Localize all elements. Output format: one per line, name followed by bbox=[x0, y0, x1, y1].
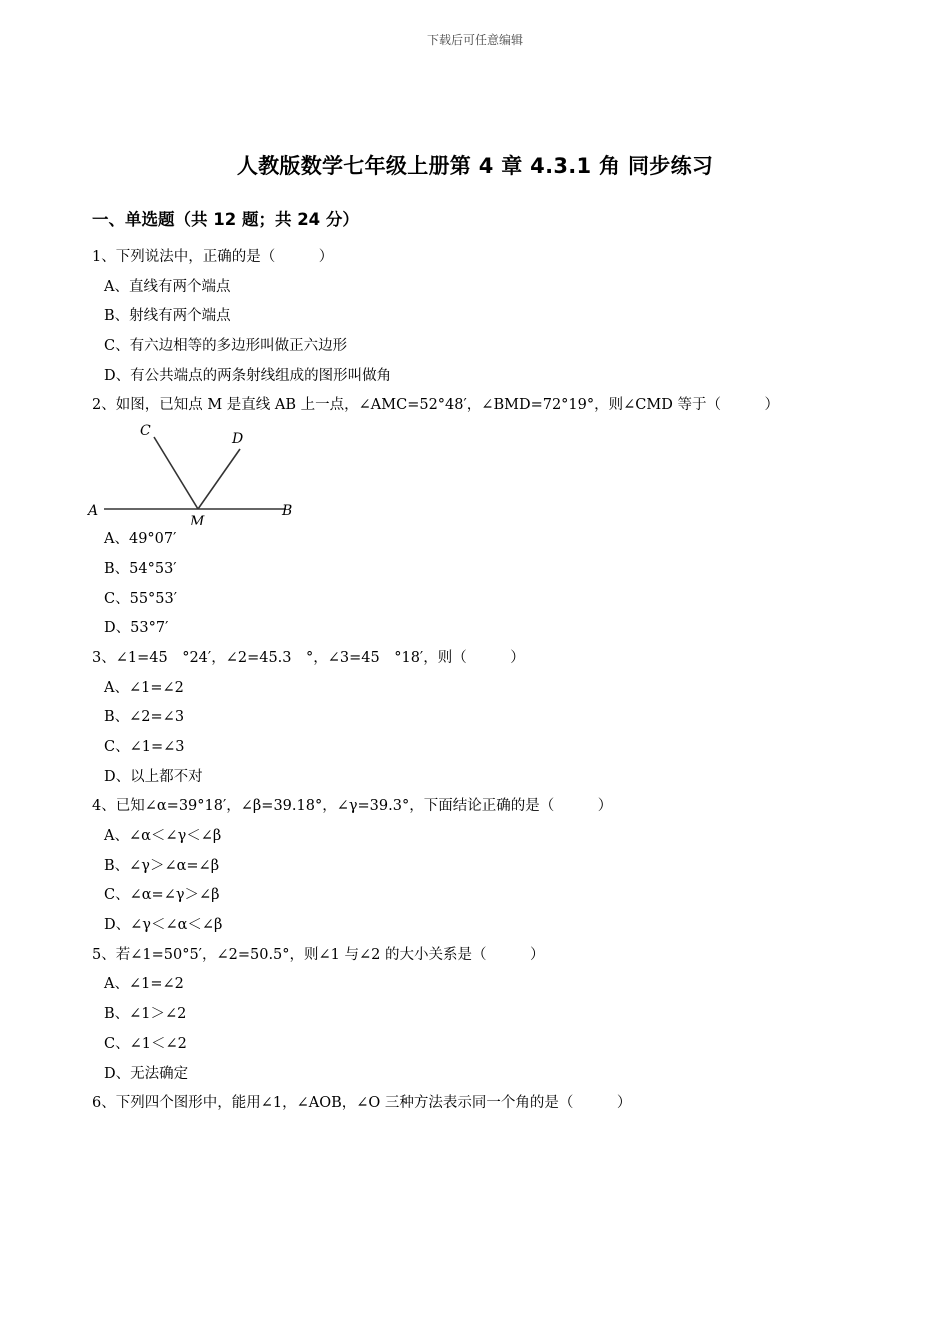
option-text: 直线有两个端点 bbox=[128, 278, 231, 295]
option-d bbox=[92, 614, 892, 644]
option-b bbox=[92, 852, 892, 882]
angle-figure bbox=[86, 421, 306, 525]
option-text: ∠α=∠γ＞∠β bbox=[129, 887, 220, 904]
option-letter: B、 bbox=[104, 709, 130, 726]
ray-mc bbox=[154, 437, 198, 509]
option-text: ∠2=∠3 bbox=[129, 709, 185, 726]
option-text: 有公共端点的两条射线组成的图形叫做角 bbox=[130, 367, 392, 384]
label-d: D bbox=[232, 431, 244, 448]
option-letter: A、 bbox=[104, 278, 129, 295]
option-text: 射线有两个端点 bbox=[129, 308, 231, 325]
page-header: 下载后可任意编辑 bbox=[426, 33, 523, 47]
option-letter: C、 bbox=[104, 590, 130, 607]
question-1 bbox=[92, 243, 892, 273]
option-a bbox=[92, 273, 892, 303]
option-c bbox=[92, 585, 892, 615]
option-b bbox=[92, 555, 892, 585]
question-3 bbox=[92, 644, 892, 674]
option-d bbox=[92, 763, 892, 793]
question-number: 5、 bbox=[92, 946, 116, 963]
option-text: 55°53′ bbox=[129, 590, 178, 607]
question-number: 3、 bbox=[92, 649, 116, 666]
option-letter: C、 bbox=[104, 738, 130, 755]
option-c bbox=[92, 1030, 892, 1060]
question-6 bbox=[92, 1089, 892, 1119]
question-number: 1、 bbox=[92, 249, 116, 265]
section-heading: 一、单选题（共 12 题；共 24 分） bbox=[92, 210, 359, 229]
option-text: 以上都不对 bbox=[130, 768, 203, 785]
option-text: ∠1＜∠2 bbox=[129, 1035, 187, 1052]
option-text: ∠1＞∠2 bbox=[129, 1006, 187, 1023]
option-a bbox=[92, 970, 892, 1000]
question-stem: 下列四个图形中，能用∠1，∠AOB，∠O 三种方法表示同一个角的是（ ） bbox=[115, 1095, 632, 1112]
question-number: 4、 bbox=[92, 798, 116, 815]
option-text: 49°07′ bbox=[128, 531, 177, 548]
option-text: ∠1=∠3 bbox=[129, 738, 185, 755]
ray-md bbox=[198, 449, 240, 509]
option-text: ∠α＜∠γ＜∠β bbox=[128, 828, 222, 844]
document-title: 人教版数学七年级上册第 4 章 4.3.1 角 同步练习 bbox=[236, 154, 714, 178]
option-letter: C、 bbox=[104, 887, 130, 904]
option-text: 无法确定 bbox=[130, 1065, 189, 1082]
option-letter: D、 bbox=[104, 1065, 131, 1082]
question-stem: ∠1=45 °24′，∠2=45.3 °，∠3=45 °18′，则（ ） bbox=[115, 649, 525, 666]
option-text: ∠γ＜∠α＜∠β bbox=[130, 917, 223, 934]
question-number: 2、 bbox=[92, 397, 116, 414]
option-letter: B、 bbox=[104, 1006, 130, 1023]
option-letter: D、 bbox=[104, 620, 131, 637]
question-stem: 若∠1=50°5′，∠2=50.5°，则∠1 与∠2 的大小关系是（ ） bbox=[115, 946, 545, 963]
option-letter: A、 bbox=[104, 976, 129, 993]
question-stem: 如图，已知点 M 是直线 AB 上一点，∠AMC=52°48′，∠BMD=72°19°，则∠CMD 等于（ ） bbox=[115, 397, 779, 414]
option-c bbox=[92, 332, 892, 362]
option-letter: D、 bbox=[104, 917, 131, 934]
angle-diagram bbox=[86, 421, 306, 525]
option-b bbox=[92, 302, 892, 332]
question-2 bbox=[92, 391, 892, 421]
option-text: ∠γ＞∠α=∠β bbox=[129, 857, 220, 874]
option-d bbox=[92, 362, 892, 392]
label-c: C bbox=[140, 423, 151, 440]
option-letter: A、 bbox=[104, 531, 129, 548]
option-text: ∠1=∠2 bbox=[128, 679, 184, 696]
label-a: A bbox=[88, 503, 99, 520]
label-b: B bbox=[282, 503, 293, 520]
option-letter: D、 bbox=[104, 367, 131, 384]
question-stem: 下列说法中，正确的是（ ） bbox=[115, 249, 334, 265]
option-text: 54°53′ bbox=[129, 560, 177, 577]
question-4 bbox=[92, 792, 892, 822]
option-d bbox=[92, 1060, 892, 1090]
option-b bbox=[92, 1000, 892, 1030]
option-text: ∠1=∠2 bbox=[128, 976, 184, 993]
option-letter: A、 bbox=[104, 828, 129, 844]
option-letter: B、 bbox=[104, 857, 130, 874]
option-c bbox=[92, 733, 892, 763]
option-d bbox=[92, 911, 892, 941]
option-letter: B、 bbox=[104, 560, 130, 577]
option-text: 有六边相等的多边形叫做正六边形 bbox=[129, 338, 348, 355]
option-letter: D、 bbox=[104, 768, 131, 785]
option-c bbox=[92, 881, 892, 911]
question-list bbox=[88, 243, 892, 1119]
option-b bbox=[92, 703, 892, 733]
option-a bbox=[92, 674, 892, 704]
question-number: 6、 bbox=[92, 1095, 116, 1112]
question-stem: 已知∠α=39°18′，∠β=39.18°，∠γ=39.3°，下面结论正确的是（ ） bbox=[115, 798, 613, 815]
label-m: M bbox=[190, 514, 205, 526]
option-letter: B、 bbox=[104, 308, 130, 325]
option-letter: A、 bbox=[104, 679, 129, 696]
option-a bbox=[92, 525, 892, 555]
option-text: 53°7′ bbox=[130, 620, 169, 637]
question-5 bbox=[92, 941, 892, 971]
option-letter: C、 bbox=[104, 1035, 130, 1052]
option-letter: C、 bbox=[104, 338, 130, 355]
option-a bbox=[92, 822, 892, 852]
